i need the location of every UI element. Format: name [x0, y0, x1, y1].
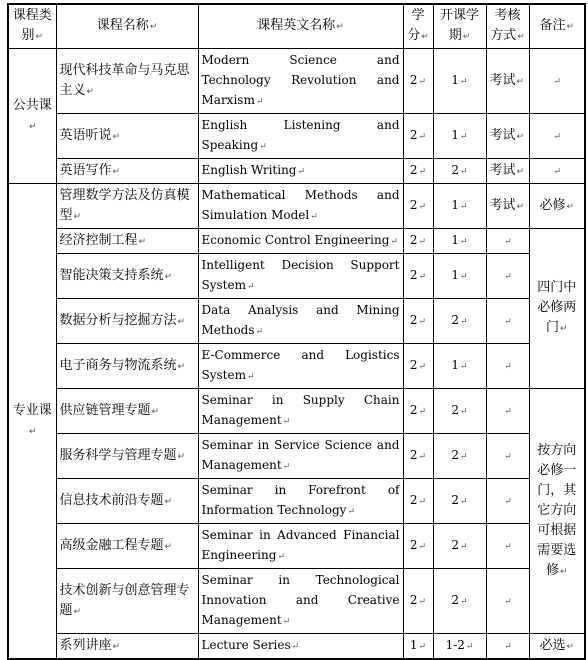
paragraph-mark-icon: ↵	[282, 617, 291, 627]
course-name-cn: 智能决策支持系统↵	[56, 254, 198, 299]
course-name-en: Economic Control Engineering↵	[198, 229, 403, 254]
course-term: 2↵	[433, 434, 486, 479]
paragraph-mark-icon: ↵	[138, 236, 147, 247]
course-remark	[529, 159, 585, 184]
course-term: 1↵	[433, 114, 486, 159]
header-term: 开课学期↵	[433, 4, 486, 49]
course-name-cn: 服务科学与管理专题↵	[56, 434, 198, 479]
course-name-en: Seminar in Forefront of Information Technology↵	[198, 479, 403, 524]
course-term: 2↵	[433, 479, 486, 524]
paragraph-mark-icon: ↵	[504, 497, 512, 507]
paragraph-mark-icon: ↵	[282, 417, 291, 427]
paragraph-mark-icon: ↵	[418, 77, 427, 87]
paragraph-mark-icon: ↵	[460, 132, 468, 142]
course-name-cn: 技术创新与创意管理专题↵	[56, 569, 198, 634]
table-row	[8, 524, 585, 569]
paragraph-mark-icon: ↵	[460, 167, 468, 177]
course-assessment	[486, 569, 529, 634]
course-name-en: Intelligent Decision Support System↵	[198, 254, 403, 299]
paragraph-mark-icon: ↵	[177, 451, 186, 462]
course-assessment	[486, 229, 529, 254]
paragraph-mark-icon: ↵	[112, 166, 121, 177]
paragraph-mark-icon: ↵	[504, 597, 512, 607]
table-row	[8, 634, 585, 660]
course-remark	[529, 49, 585, 114]
paragraph-mark-icon: ↵	[86, 86, 95, 97]
paragraph-mark-icon: ↵	[418, 497, 427, 507]
paragraph-mark-icon: ↵	[465, 642, 474, 652]
course-term: 1↵	[433, 184, 486, 229]
paragraph-mark-icon: ↵	[460, 407, 468, 417]
paragraph-mark-icon: ↵	[460, 77, 468, 87]
course-name-cn: 英语写作↵	[56, 159, 198, 184]
paragraph-mark-icon: ↵	[460, 542, 468, 552]
table-row	[8, 479, 585, 524]
course-name-en: Mathematical Methods and Simulation Model↵	[198, 184, 403, 229]
course-credit: 2↵	[403, 299, 433, 344]
paragraph-mark-icon: ↵	[418, 407, 427, 417]
paragraph-mark-icon: ↵	[559, 566, 568, 577]
paragraph-mark-icon: ↵	[246, 282, 255, 292]
remark-required: 必修↵	[529, 184, 585, 229]
table-row	[8, 569, 585, 634]
course-name-en: Lecture Series↵	[198, 634, 403, 660]
course-assessment	[486, 389, 529, 434]
paragraph-mark-icon: ↵	[516, 131, 525, 142]
paragraph-mark-icon: ↵	[390, 237, 398, 247]
table-row	[8, 49, 585, 114]
course-name-en: English Writing↵	[198, 159, 403, 184]
course-term: 2↵	[433, 299, 486, 344]
course-name-cn: 现代科技革命与马克思主义↵	[56, 49, 198, 114]
course-name-en: Seminar in Service Science and Management↵	[198, 434, 403, 479]
paragraph-mark-icon: ↵	[73, 211, 82, 222]
paragraph-mark-icon: ↵	[553, 167, 562, 177]
paragraph-mark-icon: ↵	[255, 97, 264, 107]
paragraph-mark-icon: ↵	[460, 452, 468, 462]
course-assessment	[486, 524, 529, 569]
remark-choose-two: 四门中必修两门↵	[529, 229, 585, 389]
course-name-cn: 英语听说↵	[56, 114, 198, 159]
paragraph-mark-icon: ↵	[566, 201, 575, 212]
course-name-cn: 供应链管理专题↵	[56, 389, 198, 434]
paragraph-mark-icon: ↵	[504, 642, 512, 652]
paragraph-mark-icon: ↵	[566, 22, 575, 32]
paragraph-mark-icon: ↵	[310, 212, 318, 222]
paragraph-mark-icon: ↵	[418, 642, 427, 652]
paragraph-mark-icon: ↵	[460, 202, 468, 212]
header-category: 课程类别↵	[8, 4, 56, 49]
paragraph-mark-icon: ↵	[418, 167, 427, 177]
course-assessment	[486, 299, 529, 344]
category-major: 专业课↵	[8, 184, 56, 660]
paragraph-mark-icon: ↵	[460, 497, 468, 507]
header-remark: 备注↵	[529, 4, 585, 49]
header-credit: 学分↵	[403, 4, 433, 49]
course-credit: 2↵	[403, 229, 433, 254]
table-row	[8, 299, 585, 344]
course-name-en: E-Commerce and Logistics System↵	[198, 344, 403, 389]
paragraph-mark-icon: ↵	[460, 362, 468, 372]
course-term: 1↵	[433, 344, 486, 389]
course-name-en: Seminar in Technological Innovation and Creative Management↵	[198, 569, 403, 634]
paragraph-mark-icon: ↵	[112, 641, 121, 652]
course-name-en: Seminar in Advanced Financial Engineering↵	[198, 524, 403, 569]
course-name-cn: 高级金融工程专题↵	[56, 524, 198, 569]
paragraph-mark-icon: ↵	[28, 426, 37, 437]
paragraph-mark-icon: ↵	[418, 542, 427, 552]
course-credit: 1↵	[403, 634, 433, 660]
paragraph-mark-icon: ↵	[164, 541, 173, 552]
table-row	[8, 159, 585, 184]
course-name-cn: 数据分析与挖掘方法↵	[56, 299, 198, 344]
paragraph-mark-icon: ↵	[28, 121, 37, 132]
course-term: 2↵	[433, 159, 486, 184]
table-row	[8, 434, 585, 479]
paragraph-mark-icon: ↵	[418, 362, 427, 372]
paragraph-mark-icon: ↵	[460, 597, 468, 607]
paragraph-mark-icon: ↵	[177, 316, 186, 327]
category-public: 公共课↵	[8, 49, 56, 184]
table-row	[8, 389, 585, 434]
course-term: 1↵	[433, 229, 486, 254]
paragraph-mark-icon: ↵	[336, 22, 344, 32]
paragraph-mark-icon: ↵	[164, 496, 173, 507]
paragraph-mark-icon: ↵	[418, 452, 427, 462]
table-row	[8, 114, 585, 159]
paragraph-mark-icon: ↵	[418, 317, 427, 327]
paragraph-mark-icon: ↵	[566, 641, 575, 652]
course-assessment: 考试↵	[486, 184, 529, 229]
course-name-cn: 经济控制工程↵	[56, 229, 198, 254]
paragraph-mark-icon: ↵	[516, 166, 525, 177]
paragraph-mark-icon: ↵	[504, 317, 512, 327]
course-credit: 2↵	[403, 479, 433, 524]
paragraph-mark-icon: ↵	[421, 32, 429, 42]
course-credit: 2↵	[403, 254, 433, 299]
course-name-cn: 信息技术前沿专题↵	[56, 479, 198, 524]
course-name-en: English Listening and Speaking↵	[198, 114, 403, 159]
course-credit: 2↵	[403, 184, 433, 229]
paragraph-mark-icon: ↵	[164, 271, 173, 282]
table-row	[8, 344, 585, 389]
paragraph-mark-icon: ↵	[460, 272, 468, 282]
paragraph-mark-icon: ↵	[177, 361, 186, 372]
paragraph-mark-icon: ↵	[73, 606, 82, 617]
course-credit: 2↵	[403, 344, 433, 389]
paragraph-mark-icon: ↵	[112, 131, 121, 142]
paragraph-mark-icon: ↵	[504, 407, 512, 417]
paragraph-mark-icon: ↵	[553, 77, 562, 87]
course-assessment: 考试↵	[486, 114, 529, 159]
paragraph-mark-icon: ↵	[460, 317, 468, 327]
paragraph-mark-icon: ↵	[553, 132, 562, 142]
paragraph-mark-icon: ↵	[504, 452, 512, 462]
course-name-cn: 管理数学方法及仿真模型↵	[56, 184, 198, 229]
course-term: 1↵	[433, 49, 486, 114]
paragraph-mark-icon: ↵	[297, 167, 306, 177]
remark-seminar-required: 必选↵	[529, 634, 585, 660]
paragraph-mark-icon: ↵	[418, 237, 427, 247]
course-term: 2↵	[433, 569, 486, 634]
table-row	[8, 229, 585, 254]
table-row	[8, 254, 585, 299]
paragraph-mark-icon: ↵	[149, 22, 158, 32]
course-credit: 2↵	[403, 114, 433, 159]
header-row	[8, 4, 585, 49]
course-credit: 2↵	[403, 434, 433, 479]
course-assessment	[486, 434, 529, 479]
paragraph-mark-icon: ↵	[460, 237, 468, 247]
paragraph-mark-icon: ↵	[347, 507, 355, 517]
paragraph-mark-icon: ↵	[516, 76, 525, 87]
paragraph-mark-icon: ↵	[418, 272, 427, 282]
course-name-en: Modern Science and Technology Revolution and Marxism↵	[198, 49, 403, 114]
course-name-en: Data Analysis and Mining Methods↵	[198, 299, 403, 344]
paragraph-mark-icon: ↵	[282, 462, 291, 472]
paragraph-mark-icon: ↵	[517, 32, 525, 42]
course-assessment	[486, 254, 529, 299]
paragraph-mark-icon: ↵	[516, 201, 525, 212]
header-assessment: 考核方式↵	[486, 4, 529, 49]
course-assessment: 考试↵	[486, 159, 529, 184]
paragraph-mark-icon: ↵	[151, 406, 160, 417]
paragraph-mark-icon: ↵	[277, 552, 285, 562]
course-term: 2↵	[433, 524, 486, 569]
course-name-cn: 系列讲座↵	[56, 634, 198, 660]
paragraph-mark-icon: ↵	[259, 142, 267, 152]
paragraph-mark-icon: ↵	[418, 132, 427, 142]
paragraph-mark-icon: ↵	[246, 372, 255, 382]
course-credit: 2↵	[403, 524, 433, 569]
course-credit: 2↵	[403, 49, 433, 114]
course-name-cn: 电子商务与物流系统↵	[56, 344, 198, 389]
header-name-en: 课程英文名称↵	[198, 4, 403, 49]
paragraph-mark-icon: ↵	[291, 642, 300, 652]
course-assessment: 考试↵	[486, 49, 529, 114]
paragraph-mark-icon: ↵	[462, 32, 471, 42]
paragraph-mark-icon: ↵	[504, 237, 512, 247]
header-name-cn: 课程名称↵	[56, 4, 198, 49]
paragraph-mark-icon: ↵	[559, 324, 568, 334]
paragraph-mark-icon: ↵	[504, 362, 512, 372]
course-term: 2↵	[433, 389, 486, 434]
course-credit: 2↵	[403, 389, 433, 434]
paragraph-mark-icon: ↵	[504, 272, 512, 282]
remark-direction: 按方向必修一门，其它方向可根据需要选修↵	[529, 389, 585, 634]
course-term: 1-2↵	[433, 634, 486, 660]
course-assessment	[486, 634, 529, 660]
course-remark	[529, 114, 585, 159]
course-table	[7, 3, 586, 660]
course-assessment	[486, 344, 529, 389]
paragraph-mark-icon: ↵	[418, 202, 427, 212]
course-name-en: Seminar in Supply Chain Management↵	[198, 389, 403, 434]
paragraph-mark-icon: ↵	[35, 32, 44, 42]
course-assessment	[486, 479, 529, 524]
table-row	[8, 184, 585, 229]
paragraph-mark-icon: ↵	[504, 542, 512, 552]
course-credit: 2↵	[403, 159, 433, 184]
course-credit: 2↵	[403, 569, 433, 634]
paragraph-mark-icon: ↵	[418, 597, 427, 607]
course-term: 1↵	[433, 254, 486, 299]
paragraph-mark-icon: ↵	[255, 327, 264, 337]
